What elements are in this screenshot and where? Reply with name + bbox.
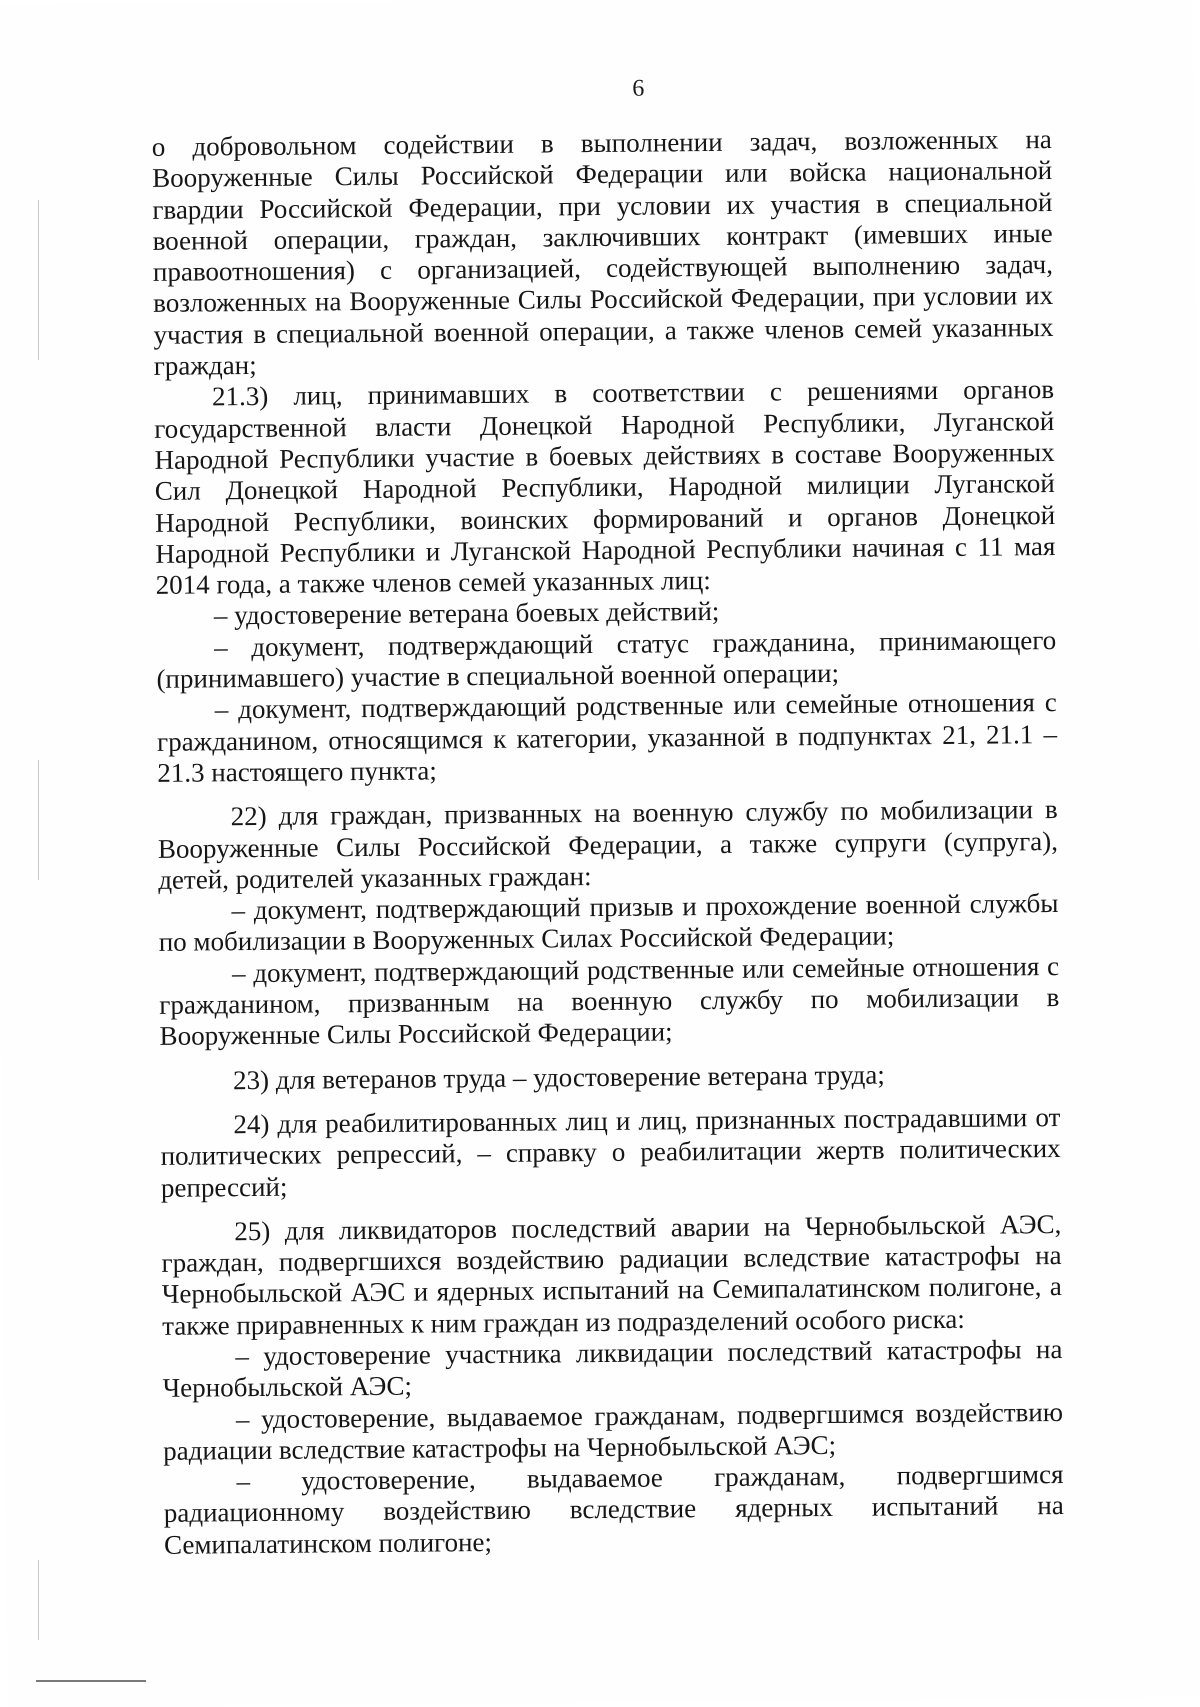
paragraph-continuation: о добровольном содействии в выполнении задач, возложенных на Вооруженные Силы Российской Федерации или войска национальной гвардии Российской Федерации, при условии их участия в специальной военной операции, граждан, заключивших контракт (имевших иные правоотношения) с организацией, содействующей выполнению задач, возложенных на Вооруженные Силы Российской Федерации, при условии их участия в специальной военной операции, а также членов семей указанных граждан; — [151, 124, 1054, 381]
paragraph-item-25: 25) для ликвидаторов последствий аварии на Чернобыльской АЭС, граждан, подвергшихся воздействию радиации вследствие катастрофы на Чернобыльской АЭС и ядерных испытаний на Семипалатинском полигоне, а также приравненных к ним граждан из подразделений особого риска: — [161, 1208, 1062, 1341]
scan-margin-line — [38, 200, 39, 360]
paragraph-item-24: 24) для реабилитированных лиц и лиц, признанных пострадавшими от политических репрессий, – справку о реабилитации жертв политических репрессий; — [160, 1101, 1061, 1203]
list-item-svo-status-document: – документ, подтверждающий статус гражданина, принимающего (принимавшего) участие в специальной военной операции; — [156, 624, 1057, 694]
paragraph-item-21-3: 21.3) лиц, принимавших в соответствии с решениями органов государственной власти Донецкой Народной Республики, Луганской Народной Республики участие в боевых действиях в составе Вооруженных Сил Донецкой Народной Республики, Народной милиции Луганской Народной Республики, воинских формирований и органов Донецкой Народной Республики и Луганской Народной Республики начиная с 11 мая 2014 года, а также членов семей указанных лиц: — [154, 374, 1056, 601]
page-number: 6 — [632, 75, 645, 102]
scan-bottom-rule — [36, 1680, 146, 1682]
list-item-family-relation-document: – документ, подтверждающий родственные или семейные отношения с гражданином, относящимся к категории, указанной в подпунктах 21, 21.1 – 21.3 настоящего пункта; — [156, 687, 1058, 788]
list-item-mobilization-family-document: – документ, подтверждающий родственные или семейные отношения с гражданином, призванным на военную службу по мобилизации в Вооруженные Силы Российской Федерации; — [159, 950, 1060, 1052]
list-item-semipalatinsk-certificate: – удостоверение, выдаваемое гражданам, подвергшимся радиационному воздействию вследствие ядерных испытаний на Семипалатинском полигоне; — [163, 1459, 1064, 1560]
paragraph-item-22: 22) для граждан, призванных на военную службу по мобилизации в Вооруженные Силы Российской Федерации, а также супруги (супруга), детей, родителей указанных граждан: — [157, 794, 1059, 895]
list-item-chernobyl-liquidator-certificate: – удостоверение участника ликвидации последствий катастрофы на Чернобыльской АЭС; — [162, 1333, 1063, 1404]
document-body — [152, 124, 1064, 1561]
list-item-veteran-certificate: – удостоверение ветерана боевых действий; — [213, 596, 720, 631]
paragraph-item-23: 23) для ветеранов труда – удостоверение ветерана труда; — [232, 1059, 885, 1095]
list-item-mobilization-document: – документ, подтверждающий призыв и прохождение военной службы по мобилизации в Вооруженных Силах Российской Федерации; — [158, 888, 1059, 958]
list-item-chernobyl-radiation-certificate: – удостоверение, выдаваемое гражданам, подвергшимся воздействию радиации вследствие катастрофы на Чернобыльской АЭС; — [163, 1396, 1064, 1466]
scan-margin-line — [38, 1560, 39, 1640]
scan-margin-line — [38, 760, 39, 880]
